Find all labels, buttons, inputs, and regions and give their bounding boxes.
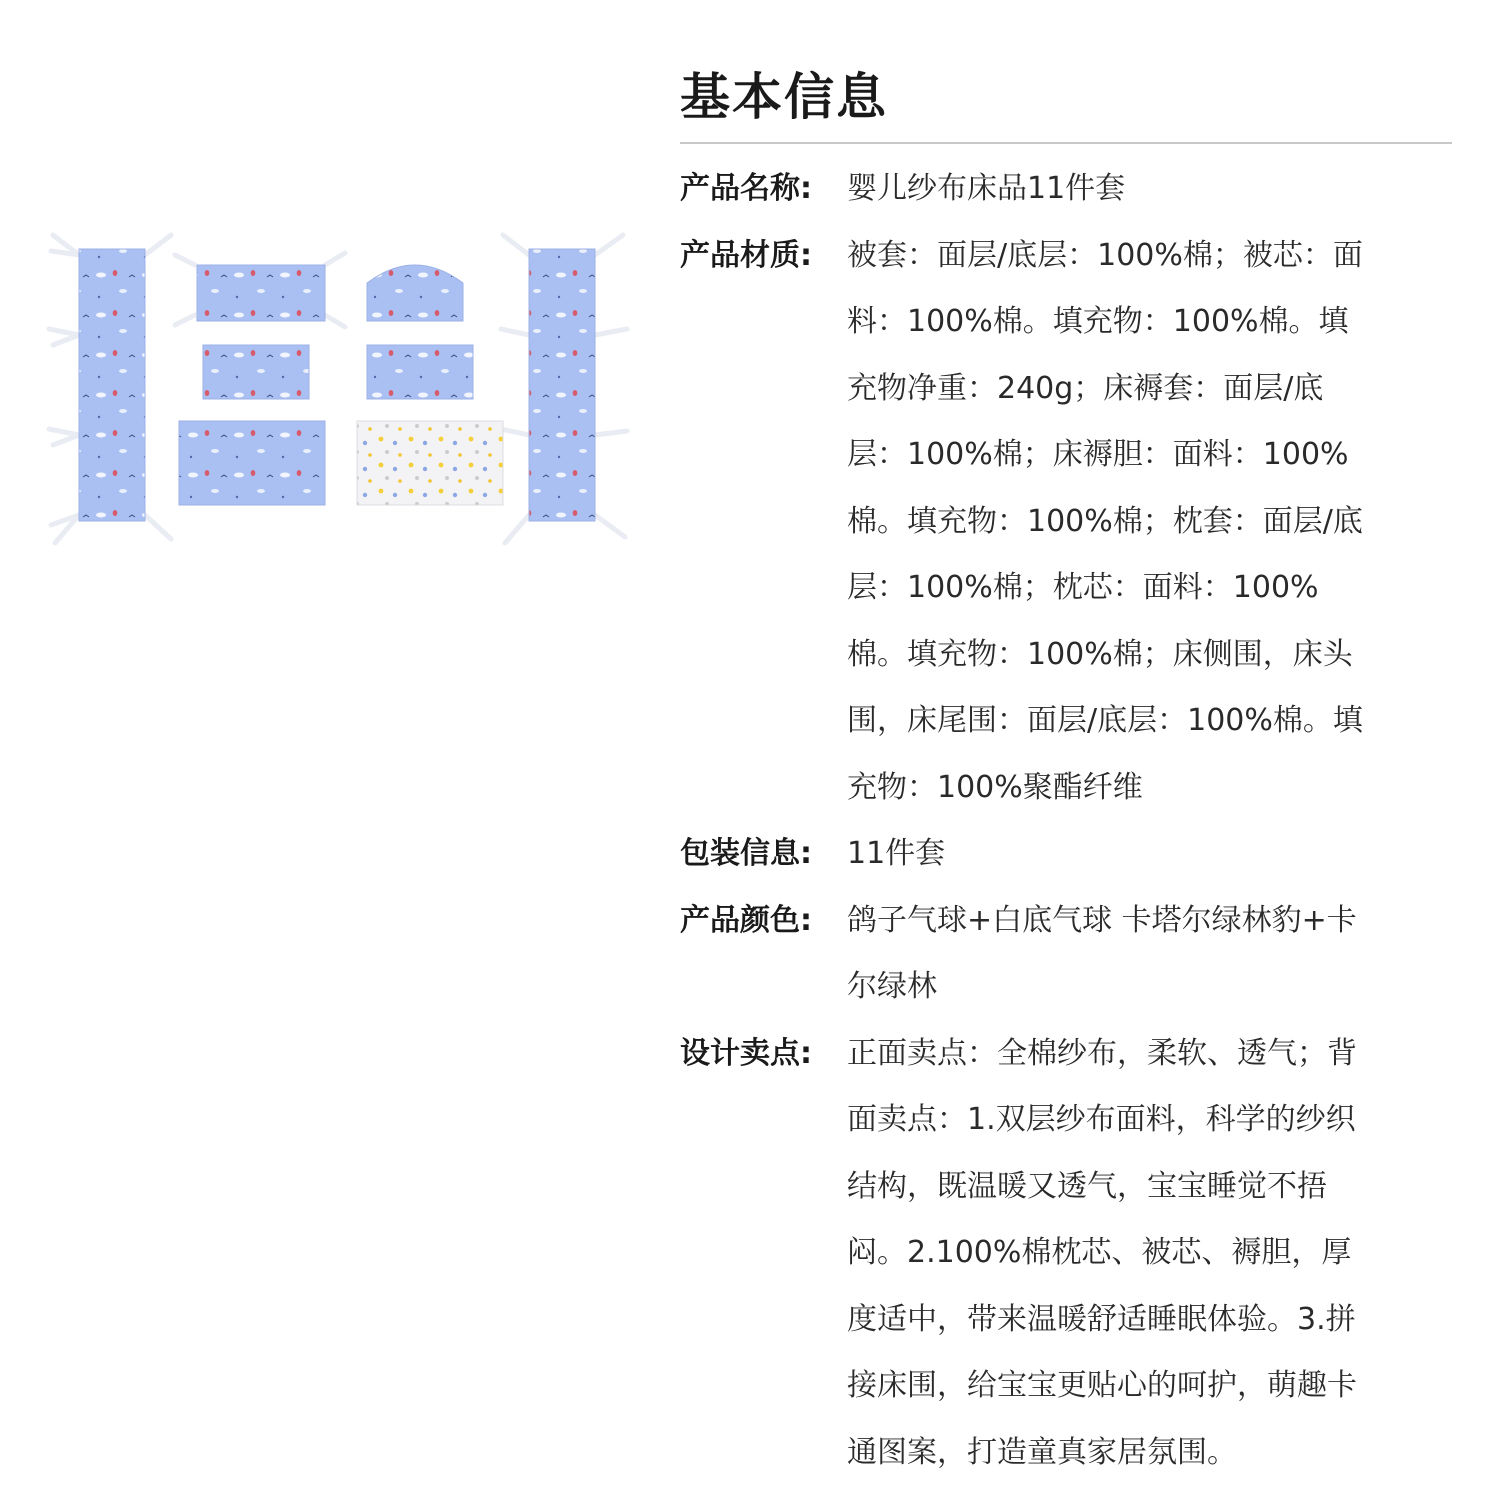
title-divider <box>680 142 1452 144</box>
value-line: 度适中，带来温暖舒适睡眠体验。3.拼 <box>847 1301 1356 1337</box>
field-label: 包装信息: <box>680 836 812 871</box>
field-product-name <box>680 156 1470 223</box>
value-line: 婴儿纱布床品11件套 <box>847 171 1126 206</box>
field-value <box>847 156 1467 223</box>
value-line: 充物净重：240g；床褥套：面层/底 <box>847 370 1324 406</box>
value-line: 棉。填充物：100%棉；枕套：面层/底 <box>847 503 1363 539</box>
field-selling-points <box>680 1021 1470 1487</box>
value-line: 正面卖点：全棉纱布，柔软、透气；背 <box>847 1035 1357 1071</box>
field-label: 产品材质: <box>680 237 812 273</box>
value-line: 闷。2.100%棉枕芯、被芯、褥胆，厚 <box>847 1235 1352 1270</box>
value-line: 层：100%棉；枕芯：面料：100% <box>847 570 1319 605</box>
field-value <box>847 888 1467 1021</box>
field-material <box>680 223 1470 822</box>
value-line: 层：100%棉；床褥胆：面料：100% <box>847 437 1349 472</box>
field-value <box>847 1021 1467 1487</box>
value-line: 棉。填充物：100%棉；床侧围，床头 <box>847 636 1353 672</box>
field-value <box>847 821 1467 888</box>
basic-info-section <box>680 62 1470 1486</box>
field-packaging <box>680 821 1470 888</box>
field-value <box>847 223 1467 822</box>
value-line: 充物：100%聚酯纤维 <box>847 769 1143 805</box>
product-image <box>45 225 635 555</box>
value-line: 围，床尾围：面层/底层：100%棉。填 <box>847 703 1363 738</box>
field-label: 设计卖点: <box>680 1035 812 1071</box>
field-color <box>680 888 1470 1021</box>
field-label: 产品名称: <box>680 171 812 206</box>
value-line: 料：100%棉。填充物：100%棉。填 <box>847 304 1349 339</box>
value-line: 鸽子气球+白底气球 卡塔尔绿林豹+卡 <box>847 902 1357 938</box>
value-line: 通图案，打造童真家居氛围。 <box>847 1434 1237 1470</box>
value-line: 面卖点：1.双层纱布面料，科学的纱织 <box>847 1102 1356 1137</box>
value-line: 结构，既温暖又透气，宝宝睡觉不捂 <box>847 1168 1327 1204</box>
value-line: 接床围，给宝宝更贴心的呵护，萌趣卡 <box>847 1368 1357 1403</box>
value-line: 被套：面层/底层：100%棉；被芯：面 <box>847 237 1363 273</box>
value-line: 11件套 <box>847 836 946 871</box>
field-label: 产品颜色: <box>680 902 812 938</box>
section-title: 基本信息 <box>680 68 888 126</box>
value-line: 尔绿林 <box>847 969 937 1004</box>
